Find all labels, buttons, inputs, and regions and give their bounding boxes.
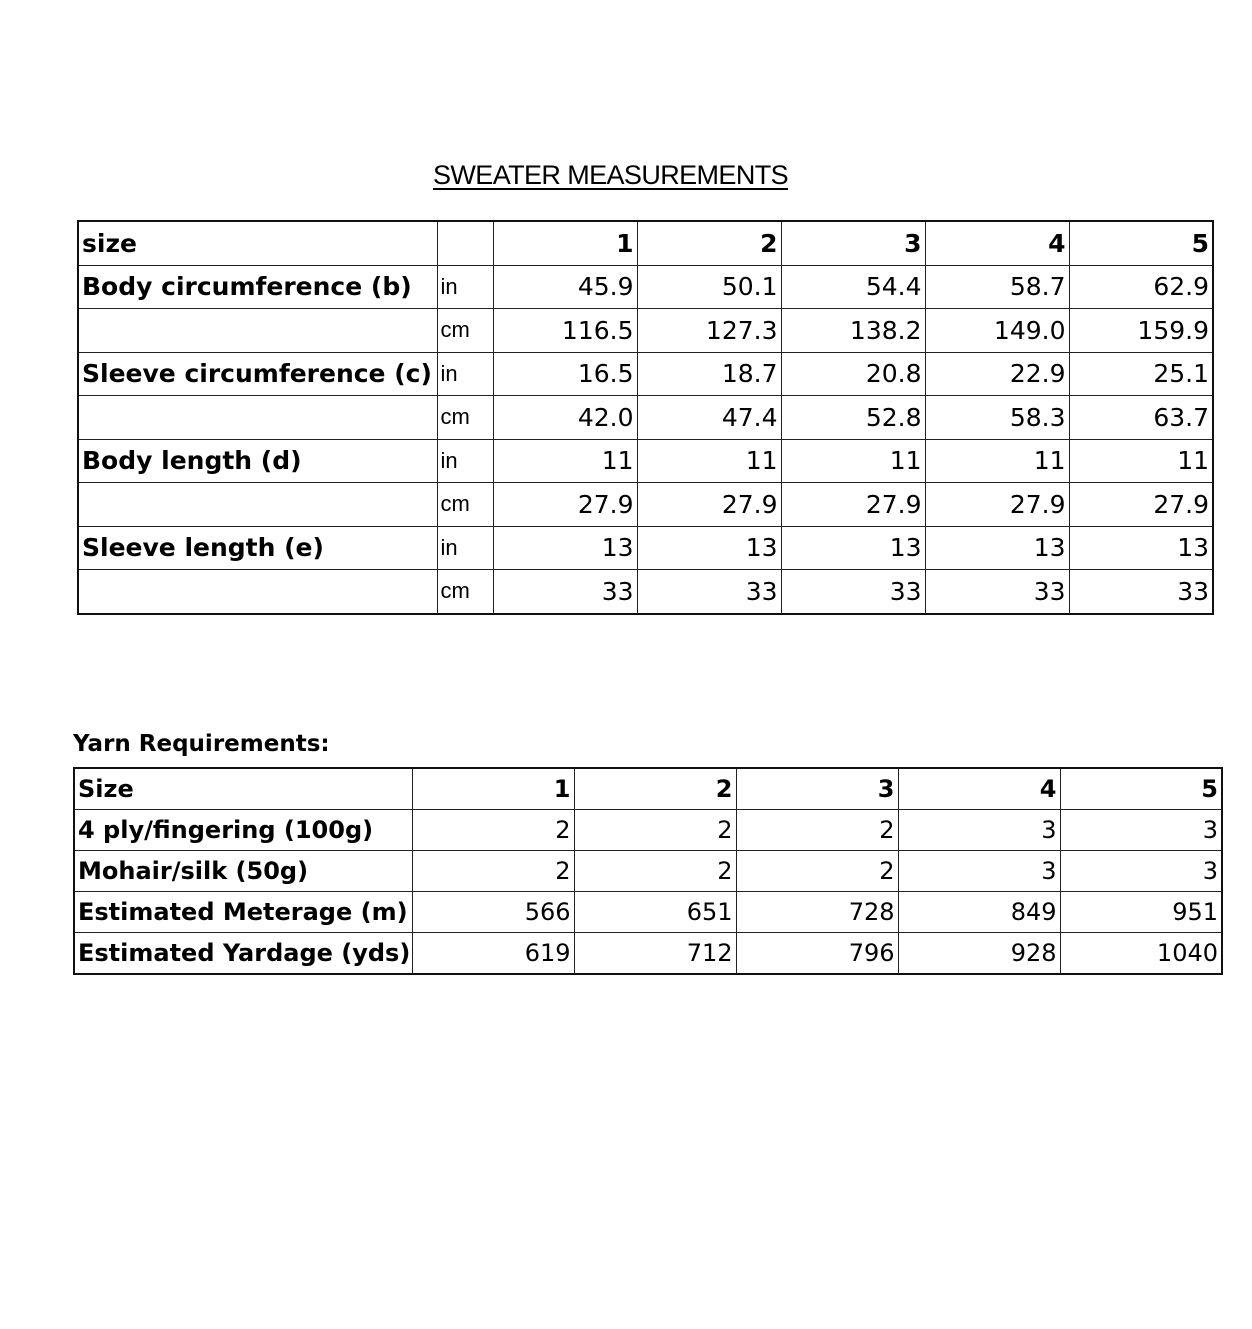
yarn-size-header-cell: 5 bbox=[1060, 768, 1222, 810]
size-header-label: size bbox=[78, 221, 437, 265]
measurement-label bbox=[78, 309, 437, 353]
yarn-value: 3 bbox=[1060, 810, 1222, 851]
unit-cell: in bbox=[437, 352, 493, 396]
measurement-label bbox=[78, 570, 437, 614]
table-row bbox=[78, 265, 1213, 309]
measurement-value: 22.9 bbox=[925, 352, 1069, 396]
measurement-value: 20.8 bbox=[781, 352, 925, 396]
yarn-label: 4 ply/fingering (100g) bbox=[74, 810, 412, 851]
measurement-value: 13 bbox=[637, 526, 781, 570]
yarn-value: 796 bbox=[736, 933, 898, 975]
table-row bbox=[74, 892, 1222, 933]
yarn-label: Estimated Yardage (yds) bbox=[74, 933, 412, 975]
yarn-value: 2 bbox=[736, 851, 898, 892]
yarn-value: 1040 bbox=[1060, 933, 1222, 975]
unit-cell: in bbox=[437, 439, 493, 483]
unit-cell: cm bbox=[437, 309, 493, 353]
measurement-value: 11 bbox=[925, 439, 1069, 483]
measurement-value: 52.8 bbox=[781, 396, 925, 440]
yarn-size-header-label: Size bbox=[74, 768, 412, 810]
measurement-value: 138.2 bbox=[781, 309, 925, 353]
yarn-value: 2 bbox=[736, 810, 898, 851]
size-header-cell: 2 bbox=[637, 221, 781, 265]
size-header-cell: 5 bbox=[1069, 221, 1213, 265]
yarn-value: 3 bbox=[1060, 851, 1222, 892]
yarn-requirements-title: Yarn Requirements: bbox=[73, 731, 330, 757]
measurement-value: 42.0 bbox=[493, 396, 637, 440]
measurement-value: 54.4 bbox=[781, 265, 925, 309]
yarn-label: Estimated Meterage (m) bbox=[74, 892, 412, 933]
yarn-value: 2 bbox=[574, 851, 736, 892]
measurement-value: 116.5 bbox=[493, 309, 637, 353]
yarn-value: 3 bbox=[898, 851, 1060, 892]
measurement-value: 33 bbox=[925, 570, 1069, 614]
yarn-value: 712 bbox=[574, 933, 736, 975]
size-header-cell: 4 bbox=[925, 221, 1069, 265]
measurement-label: Body circumference (b) bbox=[78, 265, 437, 309]
unit-cell: cm bbox=[437, 570, 493, 614]
measurement-value: 18.7 bbox=[637, 352, 781, 396]
measurement-label: Sleeve length (e) bbox=[78, 526, 437, 570]
measurement-value: 63.7 bbox=[1069, 396, 1213, 440]
measurement-label: Sleeve circumference (c) bbox=[78, 352, 437, 396]
unit-header-cell bbox=[437, 221, 493, 265]
yarn-requirements-table bbox=[73, 767, 1223, 975]
measurement-value: 33 bbox=[1069, 570, 1213, 614]
table-row bbox=[78, 483, 1213, 527]
measurement-value: 58.3 bbox=[925, 396, 1069, 440]
measurement-value: 27.9 bbox=[493, 483, 637, 527]
measurement-value: 13 bbox=[925, 526, 1069, 570]
size-header-cell: 3 bbox=[781, 221, 925, 265]
yarn-value: 2 bbox=[412, 851, 574, 892]
table-header-row bbox=[74, 768, 1222, 810]
measurement-value: 13 bbox=[493, 526, 637, 570]
yarn-size-header-cell: 4 bbox=[898, 768, 1060, 810]
yarn-size-header-cell: 1 bbox=[412, 768, 574, 810]
measurement-value: 33 bbox=[637, 570, 781, 614]
yarn-size-header-cell: 3 bbox=[736, 768, 898, 810]
measurement-value: 127.3 bbox=[637, 309, 781, 353]
measurement-value: 45.9 bbox=[493, 265, 637, 309]
table-row bbox=[78, 352, 1213, 396]
table-row bbox=[78, 309, 1213, 353]
table-header-row bbox=[78, 221, 1213, 265]
unit-cell: cm bbox=[437, 396, 493, 440]
measurement-value: 11 bbox=[493, 439, 637, 483]
yarn-size-header-cell: 2 bbox=[574, 768, 736, 810]
measurement-value: 50.1 bbox=[637, 265, 781, 309]
measurement-value: 33 bbox=[493, 570, 637, 614]
yarn-value: 951 bbox=[1060, 892, 1222, 933]
table-row bbox=[78, 396, 1213, 440]
table-row bbox=[78, 570, 1213, 614]
table-row bbox=[74, 933, 1222, 975]
unit-cell: in bbox=[437, 526, 493, 570]
yarn-value: 566 bbox=[412, 892, 574, 933]
measurement-value: 11 bbox=[637, 439, 781, 483]
measurement-value: 11 bbox=[781, 439, 925, 483]
yarn-label: Mohair/silk (50g) bbox=[74, 851, 412, 892]
measurement-value: 25.1 bbox=[1069, 352, 1213, 396]
measurement-value: 16.5 bbox=[493, 352, 637, 396]
size-header-cell: 1 bbox=[493, 221, 637, 265]
measurement-value: 159.9 bbox=[1069, 309, 1213, 353]
measurement-label: Body length (d) bbox=[78, 439, 437, 483]
unit-cell: cm bbox=[437, 483, 493, 527]
measurement-value: 149.0 bbox=[925, 309, 1069, 353]
yarn-value: 928 bbox=[898, 933, 1060, 975]
table-row bbox=[74, 810, 1222, 851]
sweater-measurements-table bbox=[77, 220, 1214, 615]
measurement-value: 58.7 bbox=[925, 265, 1069, 309]
measurement-value: 27.9 bbox=[1069, 483, 1213, 527]
measurement-value: 62.9 bbox=[1069, 265, 1213, 309]
yarn-value: 3 bbox=[898, 810, 1060, 851]
yarn-value: 728 bbox=[736, 892, 898, 933]
measurement-value: 33 bbox=[781, 570, 925, 614]
yarn-value: 651 bbox=[574, 892, 736, 933]
yarn-value: 849 bbox=[898, 892, 1060, 933]
measurement-value: 27.9 bbox=[925, 483, 1069, 527]
measurement-value: 27.9 bbox=[781, 483, 925, 527]
measurement-value: 27.9 bbox=[637, 483, 781, 527]
measurement-value: 13 bbox=[1069, 526, 1213, 570]
measurements-title: SWEATER MEASUREMENTS bbox=[433, 160, 789, 190]
measurement-label bbox=[78, 483, 437, 527]
measurement-value: 13 bbox=[781, 526, 925, 570]
measurement-value: 47.4 bbox=[637, 396, 781, 440]
table-row bbox=[78, 439, 1213, 483]
table-row bbox=[78, 526, 1213, 570]
unit-cell: in bbox=[437, 265, 493, 309]
table-row bbox=[74, 851, 1222, 892]
yarn-value: 619 bbox=[412, 933, 574, 975]
yarn-value: 2 bbox=[574, 810, 736, 851]
measurement-value: 11 bbox=[1069, 439, 1213, 483]
measurement-label bbox=[78, 396, 437, 440]
yarn-value: 2 bbox=[412, 810, 574, 851]
